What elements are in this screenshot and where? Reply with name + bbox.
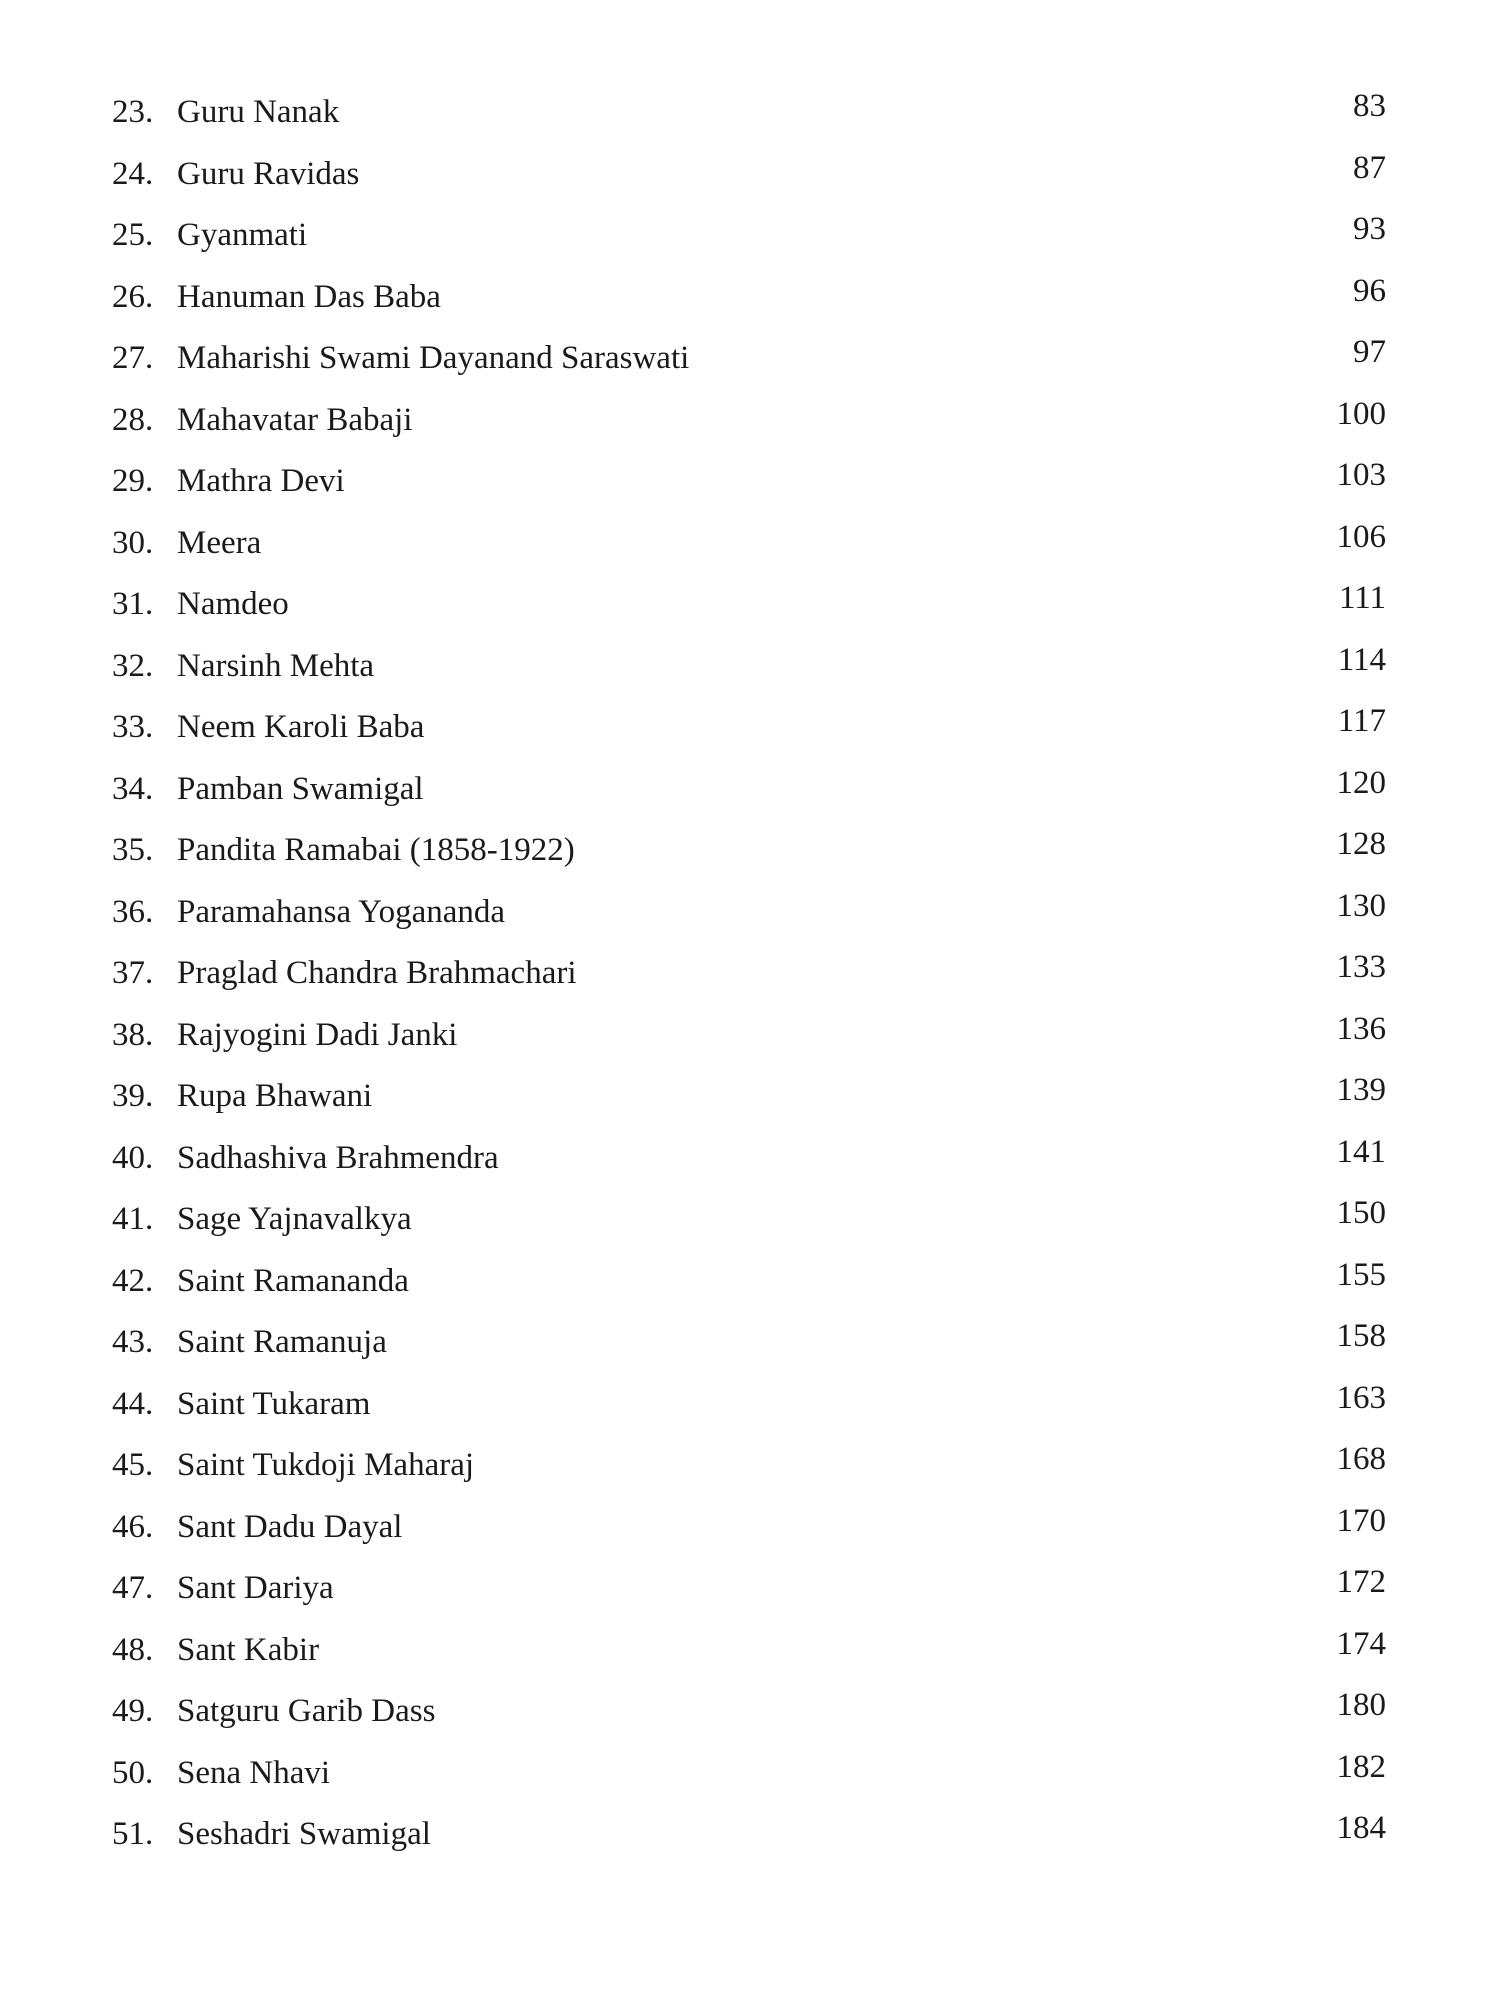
- toc-entry-number: 39.: [112, 1078, 154, 1114]
- toc-entry-page-number: 96: [1353, 272, 1386, 309]
- toc-entry-page-number: 114: [1337, 641, 1386, 678]
- toc-entry-page-number: 163: [1336, 1379, 1386, 1416]
- toc-entry-number: 28.: [112, 401, 154, 438]
- toc-entry-page-number: 97: [1353, 334, 1386, 370]
- toc-entry-page-number: 170: [1336, 1502, 1386, 1539]
- toc-entry-title: Saint Ramanuja: [177, 1324, 387, 1360]
- toc-entry-number: 48.: [112, 1631, 154, 1668]
- toc-entry-number: 46.: [112, 1508, 154, 1545]
- toc-entry: [112, 1497, 1386, 1559]
- toc-entry-page-number: 106: [1336, 518, 1386, 555]
- toc-entry-number: 38.: [112, 1016, 154, 1053]
- toc-entry: [112, 1251, 1386, 1313]
- toc-entry-title: Saint Ramananda: [177, 1262, 409, 1299]
- toc-entry-number: 51.: [112, 1816, 154, 1852]
- toc-entry: [112, 205, 1386, 267]
- toc-entry-page-number: 141: [1336, 1133, 1386, 1170]
- toc-entry-page-number: 128: [1336, 826, 1386, 862]
- toc-entry-number: 33.: [112, 709, 154, 745]
- toc-entry: [112, 697, 1386, 759]
- toc-entry-page-number: 180: [1336, 1687, 1386, 1723]
- toc-entry-page-number: 87: [1353, 149, 1386, 186]
- toc-entry: [112, 1804, 1386, 1866]
- toc-entry-title: Meera: [177, 524, 262, 561]
- toc-entry: [112, 943, 1386, 1005]
- toc-entry-page-number: 133: [1336, 949, 1386, 985]
- toc-entry-number: 25.: [112, 217, 154, 253]
- toc-entry-title: Sant Dadu Dayal: [177, 1508, 403, 1545]
- toc-entry-title: Satguru Garib Dass: [177, 1693, 436, 1729]
- toc-entry: [112, 82, 1386, 144]
- toc-entry-title: Rajyogini Dadi Janki: [177, 1016, 458, 1053]
- toc-entry-title: Narsinh Mehta: [177, 647, 375, 684]
- toc-entry-title: Saint Tukaram: [177, 1385, 371, 1422]
- toc-entry-number: 45.: [112, 1447, 154, 1483]
- toc-entry: [112, 451, 1386, 513]
- toc-entry: [112, 267, 1386, 329]
- toc-entry: [112, 390, 1386, 452]
- toc-entry-title: Sadhashiva Brahmendra: [177, 1139, 499, 1176]
- toc-entry-page-number: 111: [1338, 580, 1386, 616]
- toc-entry-number: 27.: [112, 340, 154, 376]
- toc-entry-page-number: 184: [1336, 1810, 1386, 1846]
- toc-entry-page-number: 182: [1336, 1748, 1386, 1785]
- toc-entry-title: Rupa Bhawani: [177, 1078, 373, 1114]
- toc-entry-number: 30.: [112, 524, 154, 561]
- toc-entry: [112, 636, 1386, 698]
- toc-entry-page-number: 158: [1336, 1318, 1386, 1354]
- toc-entry-title: Saint Tukdoji Maharaj: [177, 1447, 475, 1483]
- toc-entry-page-number: 155: [1336, 1256, 1386, 1293]
- toc-entry-title: Sant Kabir: [177, 1631, 320, 1668]
- toc-entry-page-number: 150: [1336, 1195, 1386, 1231]
- toc-entry-title: Gyanmati: [177, 217, 308, 253]
- toc-entry-title: Praglad Chandra Brahmachari: [177, 955, 577, 991]
- toc-entry-number: 35.: [112, 832, 154, 868]
- toc-entry: [112, 574, 1386, 636]
- toc-entry-title: Mahavatar Babaji: [177, 401, 413, 438]
- toc-entry-number: 49.: [112, 1693, 154, 1729]
- toc-entry: [112, 1005, 1386, 1067]
- toc-entry-page-number: 130: [1336, 887, 1386, 924]
- toc-entry-number: 24.: [112, 155, 154, 192]
- toc-entry: [112, 1435, 1386, 1497]
- toc-entry: [112, 1066, 1386, 1128]
- toc-entry: [112, 1374, 1386, 1436]
- toc-entry-number: 31.: [112, 586, 154, 622]
- toc-entry-number: 44.: [112, 1385, 154, 1422]
- toc-entry-page-number: 83: [1353, 88, 1386, 124]
- toc-entry-page-number: 117: [1337, 703, 1386, 739]
- toc-entry-page-number: 174: [1336, 1625, 1386, 1662]
- toc-entry-number: 36.: [112, 893, 154, 930]
- toc-entry-title: Namdeo: [177, 586, 289, 622]
- toc-entry-title: Hanuman Das Baba: [177, 278, 441, 315]
- toc-entry: [112, 1558, 1386, 1620]
- toc-entry-title: Pamban Swamigal: [177, 770, 424, 807]
- toc-entry-title: Guru Ravidas: [177, 155, 360, 192]
- toc-entry-title: Sant Dariya: [177, 1570, 334, 1606]
- toc-entry-page-number: 172: [1336, 1564, 1386, 1600]
- toc-entry-page-number: 136: [1336, 1010, 1386, 1047]
- toc-entry-title: Pandita Ramabai (1858-1922): [177, 832, 575, 868]
- toc-entry: [112, 1620, 1386, 1682]
- toc-entry-number: 34.: [112, 770, 154, 807]
- toc-entry-number: 47.: [112, 1570, 154, 1606]
- toc-entry-number: 26.: [112, 278, 154, 315]
- toc-entry-page-number: 93: [1353, 211, 1386, 247]
- toc-entry-title: Mathra Devi: [177, 463, 345, 499]
- toc-entry: [112, 820, 1386, 882]
- toc-entry-title: Guru Nanak: [177, 94, 340, 130]
- toc-entry-title: Paramahansa Yogananda: [177, 893, 506, 930]
- toc-entry-number: 40.: [112, 1139, 154, 1176]
- toc-entry-number: 37.: [112, 955, 154, 991]
- toc-entry-title: Sage Yajnavalkya: [177, 1201, 412, 1237]
- toc-entry: [112, 144, 1386, 206]
- toc-entry-title: Maharishi Swami Dayanand Saraswati: [177, 340, 690, 376]
- toc-entry: [112, 759, 1386, 821]
- toc-entry-page-number: 168: [1336, 1441, 1386, 1477]
- toc-entry-number: 43.: [112, 1324, 154, 1360]
- toc-entry-title: Neem Karoli Baba: [177, 709, 425, 745]
- toc-entry-title: Seshadri Swamigal: [177, 1816, 431, 1852]
- toc-entry: [112, 513, 1386, 575]
- toc-entry: [112, 1312, 1386, 1374]
- toc-entry-number: 41.: [112, 1201, 154, 1237]
- toc-entry: [112, 328, 1386, 390]
- toc-entry-number: 29.: [112, 463, 154, 499]
- toc-entry-number: 32.: [112, 647, 154, 684]
- toc-entry-number: 50.: [112, 1754, 154, 1791]
- toc-entry-page-number: 139: [1336, 1072, 1386, 1108]
- toc-entry: [112, 1128, 1386, 1190]
- toc-entry: [112, 882, 1386, 944]
- toc-entry: [112, 1681, 1386, 1743]
- toc-entry-number: 23.: [112, 94, 154, 130]
- table-of-contents: [112, 82, 1386, 1866]
- toc-entry-number: 42.: [112, 1262, 154, 1299]
- toc-entry-page-number: 103: [1336, 457, 1386, 493]
- toc-entry-page-number: 100: [1336, 395, 1386, 432]
- toc-entry: [112, 1189, 1386, 1251]
- toc-entry-title: Sena Nhavi: [177, 1754, 331, 1791]
- toc-entry: [112, 1743, 1386, 1805]
- toc-entry-page-number: 120: [1336, 764, 1386, 801]
